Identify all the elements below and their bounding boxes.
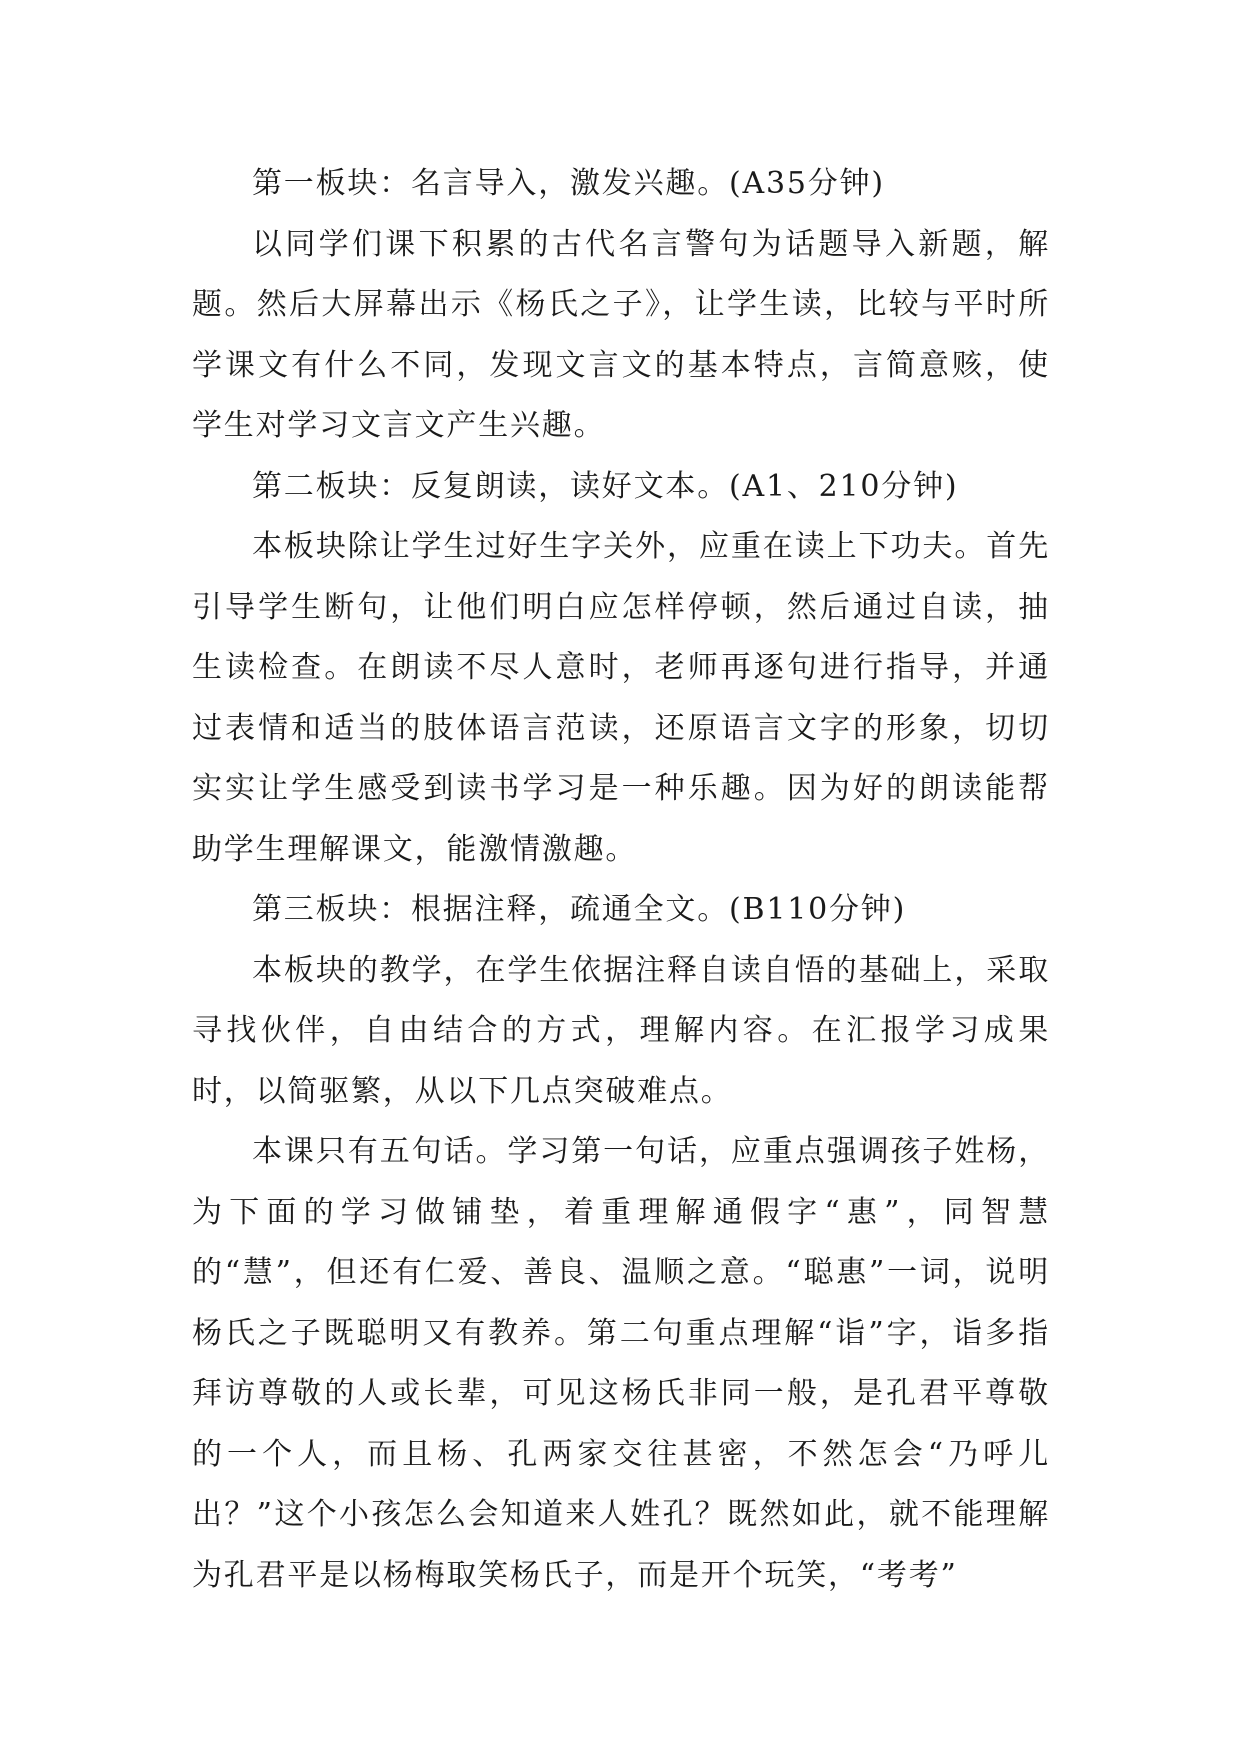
paragraph-reading: 本板块除让学生过好生字关外，应重在读上下功夫。首先引导学生断句，让他们明白应怎样停顿，然后通过自读，抽生读检查。在朗读不尽人意时，老师再逐句进行指导，并通过表情和适当的肢体语言范读，还原语言文字的形象，切切实实让学生感受到读书学习是一种乐趣。因为好的朗读能帮助学生理解课文，能激情激趣。	[192, 529, 1050, 867]
paragraph-intro: 以同学们课下积累的古代名言警句为话题导入新题，解题。然后大屏幕出示《杨氏之子》，让学生读，比较与平时所学课文有什么不同，发现文言文的基本特点，言简意赅，使学生对学习文言文产生兴趣。	[192, 226, 1050, 443]
section-heading-3: 第三板块：根据注释，疏通全文。(B110分钟)	[252, 892, 907, 927]
paragraph-analysis: 本课只有五句话。学习第一句话，应重点强调孩子姓杨，为下面的学习做铺垫，着重理解通假字“惠”，同智慧的“慧”，但还有仁爱、善良、温顺之意。“聪惠”一词，说明杨氏之子既聪明又有教养。第二句重点理解“诣”字，诣多指拜访尊敬的人或长辈，可见这杨氏非同一般，是孔君平尊敬的一个人，而且杨、孔两家交往甚密，不然怎会“乃呼儿出？”这个小孩怎么会知道来人姓孔？既然如此，就不能理解为孔君平是以杨梅取笑杨氏子，而是开个玩笑，“考考”	[192, 1134, 1050, 1593]
section-heading-1: 第一板块：名言导入，激发兴趣。(A35分钟)	[252, 166, 885, 201]
section-heading-2: 第二板块：反复朗读，读好文本。(A1、210分钟)	[252, 468, 959, 504]
document-body	[192, 154, 1050, 1606]
paragraph-annotation: 本板块的教学，在学生依据注释自读自悟的基础上，采取寻找伙伴，自由结合的方式，理解内容。在汇报学习成果时，以简驱繁，从以下几点突破难点。	[192, 952, 1050, 1109]
